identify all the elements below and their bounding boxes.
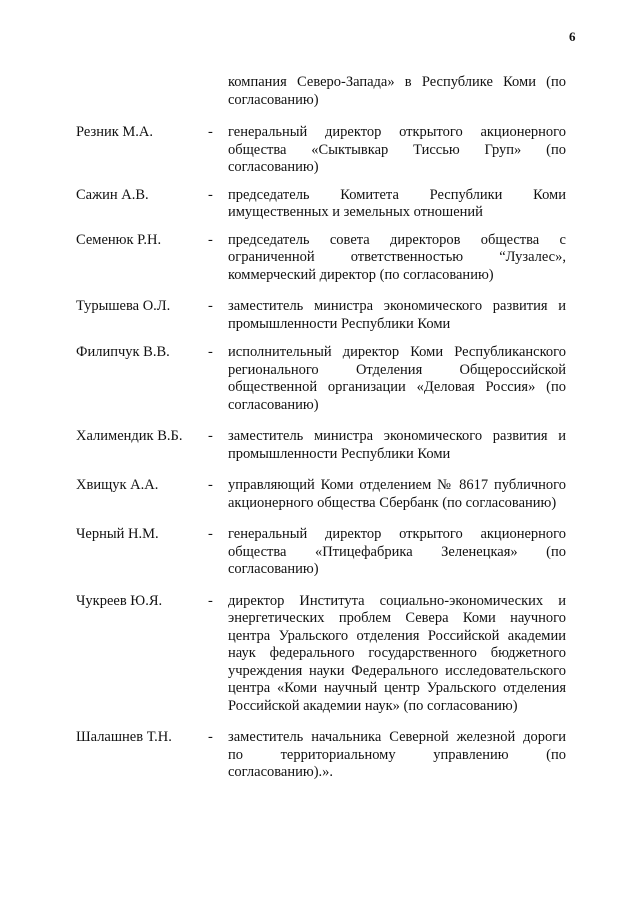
dash-separator: -	[208, 298, 213, 314]
dash-separator: -	[208, 477, 213, 493]
dash-separator: -	[208, 124, 213, 140]
page-number: 6	[569, 29, 576, 44]
member-role: управляющий Коми отделением № 8617 публичного акционерного общества Сбербанк (по согласованию)	[228, 477, 566, 511]
list-item	[76, 74, 566, 109]
member-role: заместитель министра экономического развития и промышленности Республики Коми	[228, 298, 566, 332]
list-item	[76, 298, 566, 333]
member-role: директор Института социально-экономических и энергетических проблем Севера Коми научного центра Уральского отделения Российской академии наук федерального государственного бюджетного учреждения науки Федерального исследовательского центра «Коми научный центр Уральского отделения Российской академии наук» (по согласованию)	[228, 592, 566, 714]
dash-separator: -	[208, 729, 213, 745]
list-item	[76, 344, 566, 414]
member-role: генеральный директор открытого акционерного общества «Птицефабрика Зеленецкая» (по согласованию)	[228, 526, 566, 577]
list-item	[76, 232, 566, 285]
member-name: Шалашнев Т.Н.	[76, 729, 172, 745]
member-name: Черный Н.М.	[76, 526, 159, 542]
list-item	[76, 729, 566, 782]
member-name: Халимендик В.Б.	[76, 428, 183, 444]
dash-separator: -	[208, 231, 213, 248]
list-item	[76, 593, 566, 716]
member-role: исполнительный директор Коми Республиканского регионального Отделения Общероссийской общественной организации «Деловая Россия» (по согласованию)	[228, 344, 566, 413]
member-name: Турышева О.Л.	[76, 298, 171, 314]
member-name: Резник М.А.	[76, 124, 154, 140]
list-item	[76, 526, 566, 579]
dash-separator: -	[208, 428, 213, 444]
member-role: заместитель министра экономического развития и промышленности Республики Коми	[228, 428, 566, 462]
dash-separator: -	[208, 186, 213, 203]
list-item	[76, 187, 566, 222]
dash-separator: -	[208, 344, 213, 360]
member-role: председатель Комитета Республики Коми имущественных и земельных отношений	[228, 186, 566, 220]
member-name: Сажин А.В.	[76, 186, 149, 203]
member-name: Чукреев Ю.Я.	[76, 592, 163, 609]
dash-separator: -	[208, 592, 213, 609]
member-name: Филипчук В.В.	[76, 344, 170, 360]
member-role: компания Северо-Запада» в Республике Коми (по согласованию)	[228, 74, 566, 108]
member-role: заместитель начальника Северной железной дороги по территориальному управлению (по согласованию).».	[228, 729, 566, 780]
member-role: председатель совета директоров общества с ограниченной ответственностью “Лузалес», коммерческий директор (по согласованию)	[228, 231, 566, 283]
member-name: Хвищук А.А.	[76, 477, 159, 493]
list-item	[76, 124, 566, 177]
member-name: Семенюк Р.Н.	[76, 231, 162, 248]
list-item	[76, 477, 566, 512]
member-role: генеральный директор открытого акционерного общества «Сыктывкар Тиссью Груп» (по согласованию)	[228, 124, 566, 175]
member-list	[76, 74, 566, 782]
dash-separator: -	[208, 526, 213, 542]
list-item	[76, 428, 566, 463]
